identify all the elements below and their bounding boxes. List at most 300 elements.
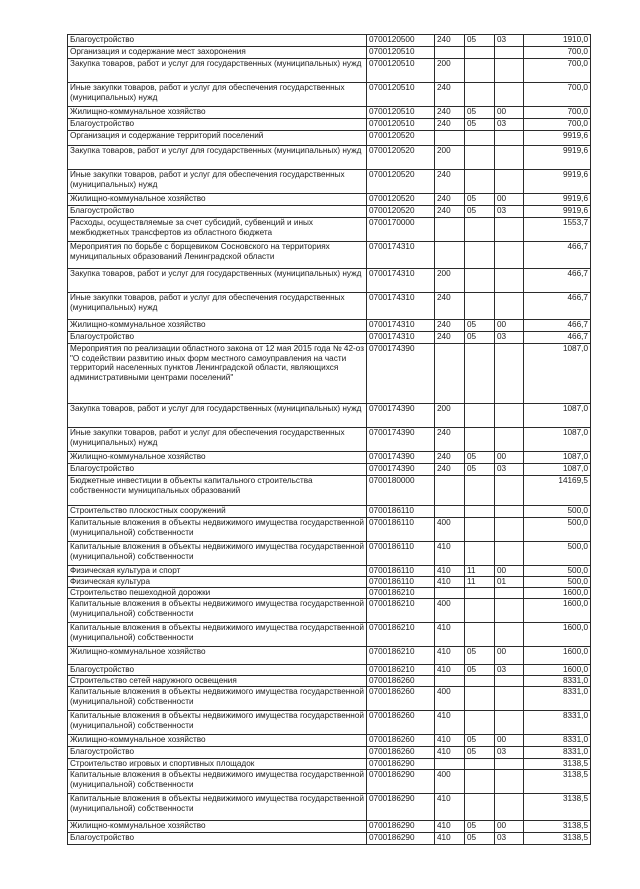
amount-cell: 8331,0 (524, 747, 591, 759)
expense-type-cell: 240 (435, 107, 465, 119)
target-code-cell: 0700120510 (367, 59, 435, 83)
expense-type-cell: 400 (435, 599, 465, 623)
expense-name-cell: Благоустройство (68, 665, 367, 676)
target-code-cell: 0700186260 (367, 735, 435, 747)
amount-cell: 1087,0 (524, 452, 591, 464)
amount-cell: 1600,0 (524, 599, 591, 623)
amount-cell: 466,7 (524, 269, 591, 293)
amount-cell: 700,0 (524, 83, 591, 107)
expense-name-cell: Иные закупки товаров, работ и услуг для обеспечения государственных (муниципальных) нужд (68, 83, 367, 107)
table-row (68, 647, 591, 665)
section-cell (465, 518, 495, 542)
expense-type-cell: 400 (435, 770, 465, 794)
expense-type-cell: 240 (435, 194, 465, 206)
table-row (68, 821, 591, 833)
expense-type-cell (435, 344, 465, 404)
amount-cell: 3138,5 (524, 770, 591, 794)
table-row (68, 599, 591, 623)
subsection-cell (495, 170, 524, 194)
expense-name-cell: Жилищно-коммунальное хозяйство (68, 194, 367, 206)
subsection-cell: 00 (495, 566, 524, 577)
section-cell (465, 242, 495, 269)
table-row (68, 747, 591, 759)
section-cell (465, 83, 495, 107)
expense-name-cell: Капитальные вложения в объекты недвижимого имущества государственной (муниципальной) собственности (68, 711, 367, 735)
expense-type-cell: 410 (435, 623, 465, 647)
amount-cell: 9919,6 (524, 206, 591, 218)
table-row (68, 711, 591, 735)
expense-type-cell (435, 759, 465, 770)
subsection-cell (495, 770, 524, 794)
expense-type-cell: 410 (435, 577, 465, 588)
target-code-cell: 0700120520 (367, 146, 435, 170)
section-cell (465, 218, 495, 242)
expense-name-cell: Благоустройство (68, 747, 367, 759)
section-cell (465, 599, 495, 623)
expense-name-cell: Благоустройство (68, 332, 367, 344)
table-row (68, 83, 591, 107)
subsection-cell: 03 (495, 665, 524, 676)
expense-name-cell: Капитальные вложения в объекты недвижимого имущества государственной (муниципальной) собственности (68, 542, 367, 566)
section-cell (465, 170, 495, 194)
section-cell: 05 (465, 194, 495, 206)
target-code-cell: 0700186210 (367, 647, 435, 665)
subsection-cell (495, 711, 524, 735)
amount-cell: 500,0 (524, 518, 591, 542)
target-code-cell: 0700120520 (367, 194, 435, 206)
target-code-cell: 0700186110 (367, 506, 435, 518)
section-cell (465, 770, 495, 794)
expense-type-cell: 240 (435, 206, 465, 218)
subsection-cell (495, 623, 524, 647)
section-cell: 05 (465, 464, 495, 476)
section-cell: 05 (465, 107, 495, 119)
amount-cell: 700,0 (524, 119, 591, 131)
expense-name-cell: Капитальные вложения в объекты недвижимого имущества государственной (муниципальной) собственности (68, 770, 367, 794)
expense-type-cell: 410 (435, 747, 465, 759)
table-row (68, 293, 591, 320)
amount-cell: 3138,5 (524, 794, 591, 821)
expense-name-cell: Капитальные вложения в объекты недвижимого имущества государственной (муниципальной) собственности (68, 794, 367, 821)
amount-cell: 700,0 (524, 59, 591, 83)
target-code-cell: 0700180000 (367, 476, 435, 506)
expense-type-cell: 240 (435, 35, 465, 47)
expense-type-cell (435, 218, 465, 242)
target-code-cell: 0700174310 (367, 320, 435, 332)
expense-type-cell: 240 (435, 293, 465, 320)
subsection-cell: 03 (495, 747, 524, 759)
target-code-cell: 0700174310 (367, 242, 435, 269)
expense-name-cell: Закупка товаров, работ и услуг для государственных (муниципальных) нужд (68, 269, 367, 293)
section-cell (465, 428, 495, 452)
section-cell (465, 476, 495, 506)
subsection-cell (495, 242, 524, 269)
expense-name-cell: Благоустройство (68, 35, 367, 47)
expense-type-cell: 410 (435, 711, 465, 735)
amount-cell: 1087,0 (524, 404, 591, 428)
expense-name-cell: Благоустройство (68, 464, 367, 476)
target-code-cell: 0700120510 (367, 47, 435, 59)
section-cell: 05 (465, 320, 495, 332)
section-cell: 05 (465, 206, 495, 218)
amount-cell: 466,7 (524, 293, 591, 320)
table-row (68, 735, 591, 747)
table-row (68, 476, 591, 506)
target-code-cell: 0700120510 (367, 107, 435, 119)
table-row (68, 676, 591, 687)
section-cell (465, 687, 495, 711)
amount-cell: 1087,0 (524, 344, 591, 404)
expense-name-cell: Организация и содержание территорий поселений (68, 131, 367, 146)
target-code-cell: 0700120510 (367, 83, 435, 107)
expense-name-cell: Бюджетные инвестиции в объекты капитального строительства собственности муниципальных образований (68, 476, 367, 506)
target-code-cell: 0700186110 (367, 577, 435, 588)
table-row (68, 428, 591, 452)
section-cell (465, 404, 495, 428)
subsection-cell (495, 542, 524, 566)
table-row (68, 623, 591, 647)
target-code-cell: 0700120520 (367, 206, 435, 218)
subsection-cell: 00 (495, 452, 524, 464)
amount-cell: 9919,6 (524, 170, 591, 194)
section-cell (465, 146, 495, 170)
subsection-cell (495, 269, 524, 293)
target-code-cell: 0700170000 (367, 218, 435, 242)
expense-name-cell: Расходы, осуществляемые за счет субсидий, субвенций и иных межбюджетных трансфертов из областного бюджета (68, 218, 367, 242)
target-code-cell: 0700186290 (367, 759, 435, 770)
expense-type-cell: 410 (435, 665, 465, 676)
target-code-cell: 0700174390 (367, 464, 435, 476)
target-code-cell: 0700186210 (367, 665, 435, 676)
expense-type-cell (435, 588, 465, 599)
amount-cell: 466,7 (524, 242, 591, 269)
expense-name-cell: Организация и содержание мест захоронения (68, 47, 367, 59)
expense-type-cell (435, 47, 465, 59)
table-row (68, 687, 591, 711)
subsection-cell (495, 47, 524, 59)
subsection-cell (495, 476, 524, 506)
subsection-cell (495, 588, 524, 599)
expense-type-cell: 410 (435, 833, 465, 845)
target-code-cell: 0700186210 (367, 623, 435, 647)
budget-table (67, 34, 591, 845)
subsection-cell: 03 (495, 119, 524, 131)
subsection-cell (495, 759, 524, 770)
section-cell: 11 (465, 577, 495, 588)
expense-type-cell: 200 (435, 59, 465, 83)
table-row (68, 542, 591, 566)
expense-type-cell: 400 (435, 687, 465, 711)
section-cell: 05 (465, 119, 495, 131)
section-cell: 05 (465, 452, 495, 464)
document-page (67, 34, 590, 845)
section-cell (465, 506, 495, 518)
expense-type-cell: 240 (435, 83, 465, 107)
amount-cell: 466,7 (524, 320, 591, 332)
amount-cell: 3138,5 (524, 821, 591, 833)
section-cell: 05 (465, 821, 495, 833)
amount-cell: 8331,0 (524, 687, 591, 711)
expense-name-cell: Мероприятия по борьбе с борщевиком Сосновского на территориях муниципальных образований Ленинградской области (68, 242, 367, 269)
expense-name-cell: Жилищно-коммунальное хозяйство (68, 647, 367, 665)
section-cell (465, 542, 495, 566)
amount-cell: 1087,0 (524, 464, 591, 476)
target-code-cell: 0700120500 (367, 35, 435, 47)
expense-name-cell: Закупка товаров, работ и услуг для государственных (муниципальных) нужд (68, 59, 367, 83)
target-code-cell: 0700186290 (367, 794, 435, 821)
section-cell (465, 794, 495, 821)
table-row (68, 59, 591, 83)
target-code-cell: 0700186110 (367, 518, 435, 542)
expense-name-cell: Жилищно-коммунальное хозяйство (68, 320, 367, 332)
table-row (68, 566, 591, 577)
expense-name-cell: Строительство игровых и спортивных площадок (68, 759, 367, 770)
target-code-cell: 0700186210 (367, 588, 435, 599)
expense-name-cell: Иные закупки товаров, работ и услуг для обеспечения государственных (муниципальных) нужд (68, 428, 367, 452)
expense-type-cell: 240 (435, 170, 465, 194)
amount-cell: 8331,0 (524, 676, 591, 687)
table-row (68, 47, 591, 59)
subsection-cell (495, 404, 524, 428)
section-cell: 05 (465, 747, 495, 759)
table-row (68, 119, 591, 131)
expense-name-cell: Строительство пешеходной дорожки (68, 588, 367, 599)
target-code-cell: 0700186260 (367, 687, 435, 711)
target-code-cell: 0700174390 (367, 404, 435, 428)
subsection-cell: 00 (495, 194, 524, 206)
section-cell (465, 623, 495, 647)
table-row (68, 588, 591, 599)
subsection-cell (495, 131, 524, 146)
expense-name-cell: Закупка товаров, работ и услуг для государственных (муниципальных) нужд (68, 146, 367, 170)
target-code-cell: 0700186210 (367, 599, 435, 623)
subsection-cell: 00 (495, 821, 524, 833)
subsection-cell: 03 (495, 833, 524, 845)
target-code-cell: 0700186260 (367, 711, 435, 735)
subsection-cell: 00 (495, 320, 524, 332)
section-cell (465, 711, 495, 735)
target-code-cell: 0700120510 (367, 119, 435, 131)
subsection-cell: 00 (495, 647, 524, 665)
section-cell (465, 131, 495, 146)
section-cell: 05 (465, 665, 495, 676)
expense-name-cell: Жилищно-коммунальное хозяйство (68, 452, 367, 464)
amount-cell: 8331,0 (524, 711, 591, 735)
target-code-cell: 0700174390 (367, 344, 435, 404)
target-code-cell: 0700174390 (367, 452, 435, 464)
section-cell (465, 269, 495, 293)
amount-cell: 14169,5 (524, 476, 591, 506)
expense-type-cell: 240 (435, 119, 465, 131)
subsection-cell (495, 146, 524, 170)
amount-cell: 700,0 (524, 107, 591, 119)
expense-name-cell: Капитальные вложения в объекты недвижимого имущества государственной (муниципальной) собственности (68, 599, 367, 623)
table-row (68, 242, 591, 269)
expense-name-cell: Благоустройство (68, 119, 367, 131)
section-cell (465, 293, 495, 320)
amount-cell: 466,7 (524, 332, 591, 344)
table-row (68, 577, 591, 588)
section-cell: 05 (465, 35, 495, 47)
table-row (68, 833, 591, 845)
expense-name-cell: Жилищно-коммунальное хозяйство (68, 107, 367, 119)
target-code-cell: 0700120520 (367, 131, 435, 146)
section-cell: 05 (465, 833, 495, 845)
amount-cell: 9919,6 (524, 131, 591, 146)
expense-type-cell (435, 506, 465, 518)
expense-type-cell: 200 (435, 146, 465, 170)
section-cell (465, 676, 495, 687)
section-cell (465, 344, 495, 404)
amount-cell: 500,0 (524, 542, 591, 566)
amount-cell: 9919,6 (524, 146, 591, 170)
expense-name-cell: Жилищно-коммунальное хозяйство (68, 821, 367, 833)
expense-type-cell: 410 (435, 566, 465, 577)
budget-table-body (68, 35, 591, 845)
amount-cell: 1910,0 (524, 35, 591, 47)
table-row (68, 332, 591, 344)
subsection-cell: 01 (495, 577, 524, 588)
amount-cell: 500,0 (524, 506, 591, 518)
target-code-cell: 0700186290 (367, 833, 435, 845)
amount-cell: 1600,0 (524, 588, 591, 599)
expense-type-cell (435, 242, 465, 269)
table-row (68, 506, 591, 518)
expense-name-cell: Капитальные вложения в объекты недвижимого имущества государственной (муниципальной) собственности (68, 687, 367, 711)
expense-name-cell: Благоустройство (68, 206, 367, 218)
subsection-cell (495, 506, 524, 518)
expense-type-cell: 410 (435, 735, 465, 747)
expense-name-cell: Капитальные вложения в объекты недвижимого имущества государственной (муниципальной) собственности (68, 623, 367, 647)
section-cell (465, 59, 495, 83)
expense-type-cell: 240 (435, 320, 465, 332)
table-row (68, 131, 591, 146)
expense-name-cell: Капитальные вложения в объекты недвижимого имущества государственной (муниципальной) собственности (68, 518, 367, 542)
amount-cell: 3138,5 (524, 759, 591, 770)
subsection-cell (495, 676, 524, 687)
expense-type-cell: 410 (435, 647, 465, 665)
table-row (68, 759, 591, 770)
expense-type-cell: 200 (435, 269, 465, 293)
expense-name-cell: Иные закупки товаров, работ и услуг для обеспечения государственных (муниципальных) нужд (68, 170, 367, 194)
section-cell: 05 (465, 332, 495, 344)
subsection-cell (495, 344, 524, 404)
expense-type-cell: 410 (435, 794, 465, 821)
expense-name-cell: Жилищно-коммунальное хозяйство (68, 735, 367, 747)
expense-type-cell: 200 (435, 404, 465, 428)
subsection-cell (495, 599, 524, 623)
section-cell (465, 47, 495, 59)
table-row (68, 794, 591, 821)
expense-type-cell (435, 676, 465, 687)
section-cell: 11 (465, 566, 495, 577)
expense-type-cell: 240 (435, 332, 465, 344)
amount-cell: 700,0 (524, 47, 591, 59)
expense-type-cell (435, 476, 465, 506)
subsection-cell (495, 794, 524, 821)
subsection-cell (495, 518, 524, 542)
expense-name-cell: Мероприятия по реализации областного закона от 12 мая 2015 года № 42-оз "О содействии развитию иных форм местного самоуправления на части территорий населенных пунктов Ленинградской области, являющихся административными центрами поселений" (68, 344, 367, 404)
target-code-cell: 0700120520 (367, 170, 435, 194)
subsection-cell (495, 687, 524, 711)
table-row (68, 194, 591, 206)
section-cell (465, 588, 495, 599)
target-code-cell: 0700186260 (367, 676, 435, 687)
table-row (68, 218, 591, 242)
table-row (68, 344, 591, 404)
table-row (68, 35, 591, 47)
expense-name-cell: Иные закупки товаров, работ и услуг для обеспечения государственных (муниципальных) нужд (68, 293, 367, 320)
expense-name-cell: Физическая культура (68, 577, 367, 588)
table-row (68, 206, 591, 218)
target-code-cell: 0700186290 (367, 770, 435, 794)
amount-cell: 1087,0 (524, 428, 591, 452)
amount-cell: 500,0 (524, 566, 591, 577)
subsection-cell (495, 59, 524, 83)
amount-cell: 8331,0 (524, 735, 591, 747)
table-row (68, 269, 591, 293)
target-code-cell: 0700186290 (367, 821, 435, 833)
subsection-cell: 00 (495, 735, 524, 747)
subsection-cell: 00 (495, 107, 524, 119)
table-row (68, 518, 591, 542)
table-row (68, 452, 591, 464)
table-row (68, 464, 591, 476)
expense-name-cell: Строительство сетей наружного освещения (68, 676, 367, 687)
expense-name-cell: Закупка товаров, работ и услуг для государственных (муниципальных) нужд (68, 404, 367, 428)
expense-type-cell (435, 131, 465, 146)
subsection-cell (495, 218, 524, 242)
expense-type-cell: 400 (435, 518, 465, 542)
section-cell (465, 759, 495, 770)
amount-cell: 1600,0 (524, 647, 591, 665)
section-cell: 05 (465, 647, 495, 665)
subsection-cell (495, 293, 524, 320)
subsection-cell: 03 (495, 206, 524, 218)
table-row (68, 404, 591, 428)
expense-type-cell: 410 (435, 542, 465, 566)
target-code-cell: 0700186110 (367, 566, 435, 577)
expense-name-cell: Благоустройство (68, 833, 367, 845)
target-code-cell: 0700186260 (367, 747, 435, 759)
expense-type-cell: 410 (435, 821, 465, 833)
table-row (68, 170, 591, 194)
expense-name-cell: Строительство плоскостных сооружений (68, 506, 367, 518)
expense-type-cell: 240 (435, 452, 465, 464)
subsection-cell (495, 83, 524, 107)
target-code-cell: 0700174310 (367, 293, 435, 320)
table-row (68, 320, 591, 332)
amount-cell: 3138,5 (524, 833, 591, 845)
subsection-cell (495, 428, 524, 452)
target-code-cell: 0700174310 (367, 269, 435, 293)
table-row (68, 146, 591, 170)
target-code-cell: 0700186110 (367, 542, 435, 566)
expense-name-cell: Физическая культура и спорт (68, 566, 367, 577)
section-cell: 05 (465, 735, 495, 747)
table-row (68, 107, 591, 119)
subsection-cell: 03 (495, 332, 524, 344)
amount-cell: 500,0 (524, 577, 591, 588)
subsection-cell: 03 (495, 35, 524, 47)
subsection-cell: 03 (495, 464, 524, 476)
table-row (68, 770, 591, 794)
amount-cell: 9919,6 (524, 194, 591, 206)
expense-type-cell: 240 (435, 464, 465, 476)
amount-cell: 1553,7 (524, 218, 591, 242)
amount-cell: 1600,0 (524, 665, 591, 676)
amount-cell: 1600,0 (524, 623, 591, 647)
